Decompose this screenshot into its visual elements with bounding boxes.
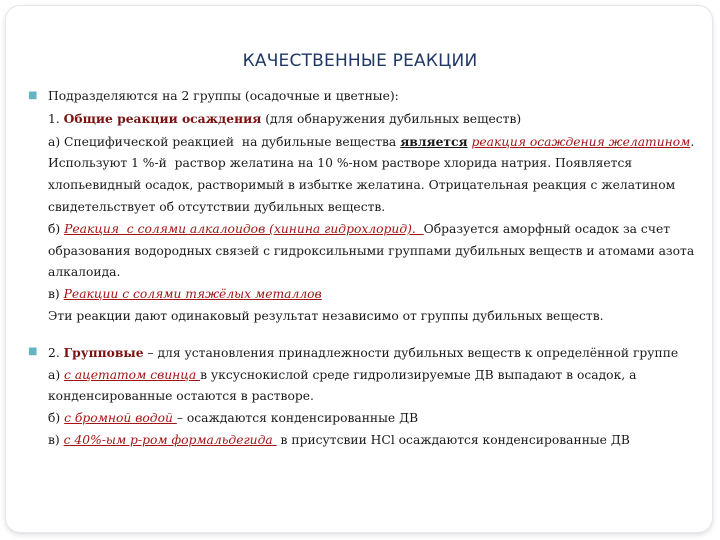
group-number: 2. (48, 345, 64, 360)
item-v-prefix: в) (48, 287, 64, 302)
item-1-line (48, 108, 698, 131)
group-item-a-reagent: с ацетатом свинца (64, 367, 201, 382)
item-b-description: Образуется аморфный осадок за счет образования водородных связей с гидроксильными группами дубильных веществ и атомами азота алкалоида. (48, 221, 699, 280)
teal-square-bullet-icon: ■ (28, 345, 38, 357)
teal-square-bullet-icon: ■ (28, 90, 38, 101)
item-b-text (48, 219, 698, 284)
slide-title: КАЧЕСТВЕННЫЕ РЕАКЦИИ (242, 51, 478, 71)
group-item-v-prefix: в) (48, 432, 64, 447)
item-a-verb: является (400, 133, 468, 149)
group-item-v (48, 430, 698, 452)
item-a-reaction-name: реакция осаждения желатином (471, 134, 691, 149)
group-item-v-description: в присутсвии HCl осаждаются конденсированные ДВ (276, 432, 630, 447)
item-b-reaction-name: Реакция с солями алкалоидов (хинина гидрохлорид). (64, 221, 424, 236)
group-item-b-reagent: с бромной водой (64, 411, 177, 426)
summary-line: Эти реакции дают одинаковый результат независимо от группы дубильных веществ. (48, 308, 604, 323)
group-item-b-description: – осаждаются конденсированные ДВ (176, 411, 419, 426)
intro-line: Подразделяются на 2 группы (осадочные и цветные): (48, 89, 399, 103)
bullet-paragraph-2 (28, 342, 698, 452)
item-1-number: 1. (48, 111, 64, 126)
group-item-a-prefix: а) (48, 367, 65, 382)
item-a-description: . Используют 1 %-й раствор желатина на 10 %-ном растворе хлорида натрия. Появляется хлопьевидный осадок, растворимый в избытке желатина. Отрицательная реакция с желатином свидетельствует об отсутствии дубильных веществ. (48, 134, 699, 214)
group-heading: Групповые (63, 344, 144, 360)
group-item-b (48, 408, 698, 430)
group-item-b-prefix: б) (48, 411, 65, 426)
item-v-text (48, 284, 698, 306)
group-heading-rest: – для установления принадлежности дубильных веществ к определённой группе (143, 345, 679, 360)
item-1-heading: Общие реакции осаждения (63, 110, 262, 126)
group-item-v-reagent: с 40%-ым р-ром формальдегида (63, 432, 277, 447)
item-a-text (48, 131, 698, 219)
item-1-note: (для обнаружения дубильных веществ) (261, 111, 522, 126)
item-v-reaction-name: Реакции с солями тяжёлых металлов (63, 287, 322, 302)
group-item-a-description: в уксуснокислой среде гидролизируемые ДВ выпадают в осадок, а конденсированные остаются в растворе. (48, 367, 641, 404)
item-a-prefix: а) Специфической реакцией на дубильные вещества (48, 134, 401, 149)
bullet-paragraph-1 (28, 86, 698, 328)
group-item-a (48, 365, 698, 409)
group-heading-line (48, 342, 698, 365)
item-b-prefix: б) (48, 221, 65, 236)
slide-content (28, 86, 698, 452)
